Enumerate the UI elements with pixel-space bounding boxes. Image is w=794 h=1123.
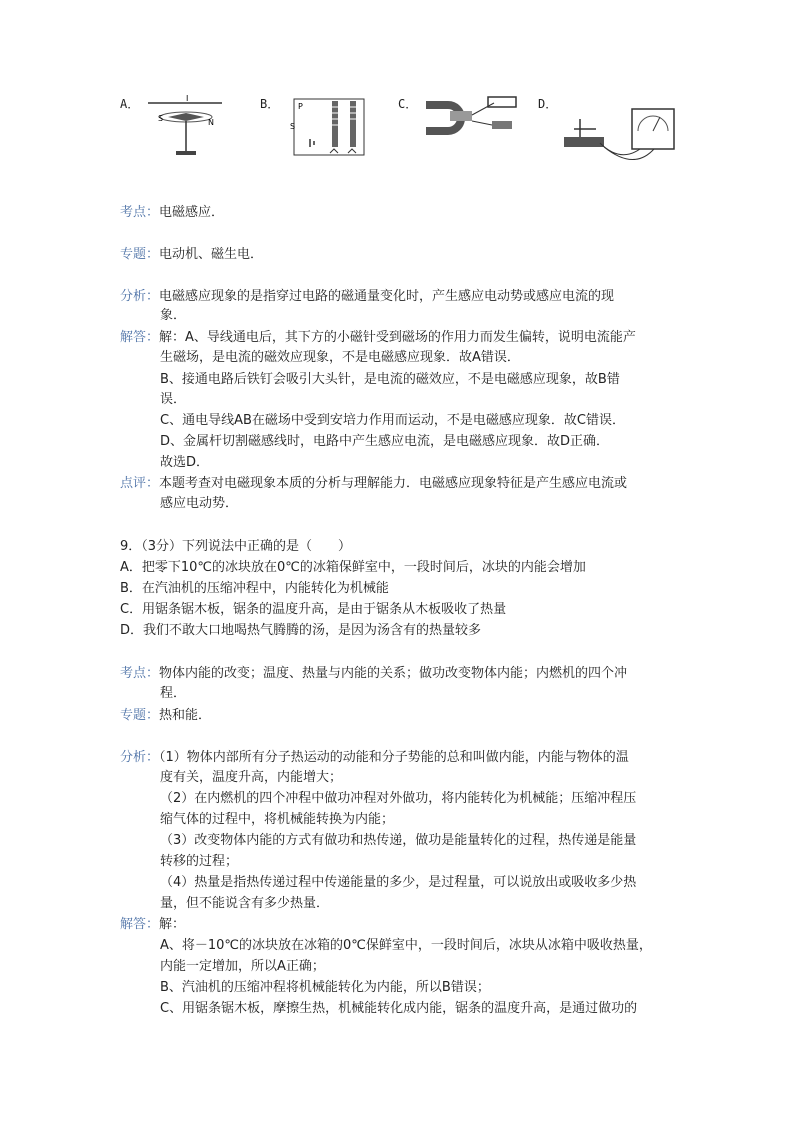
figure-b-electromagnet bbox=[280, 95, 372, 161]
q9-fenxi-label: 分析： bbox=[120, 750, 160, 765]
option-c-label: C． bbox=[398, 97, 418, 111]
q8-dianping-line-2: 感应电动势． bbox=[160, 496, 239, 511]
fig-a-south-label: S bbox=[158, 114, 164, 123]
q8-jieda-line-1: 解：A、导线通电后，其下方的小磁针受到磁场的作用力而发生偏转，说明电流能产 bbox=[159, 330, 636, 345]
q8-fenxi-line-1: 电磁感应现象的是指穿过电路的磁通量变化时，产生感应电动势或感应电流的现 bbox=[159, 289, 615, 304]
figure-d-rod-cutting-field bbox=[560, 103, 680, 173]
q9-fenxi-line-2: 度有关，温度升高，内能增大； bbox=[160, 770, 343, 785]
fig-a-north-label: N bbox=[208, 118, 214, 127]
q8-kaodian-text: 电磁感应． bbox=[159, 205, 225, 220]
option-b-label: B． bbox=[260, 97, 280, 111]
figure-c-wire-in-magnet bbox=[420, 95, 520, 139]
q9-stem: 9．（3分）下列说法中正确的是（ ） bbox=[120, 539, 352, 554]
q8-zhuanti-label: 专题： bbox=[120, 247, 160, 262]
q8-jieda-label: 解答： bbox=[120, 330, 160, 345]
q8-dianping-label: 点评： bbox=[120, 476, 160, 491]
q9-jieda-line-0: 解： bbox=[159, 917, 186, 932]
q8-jieda-row bbox=[120, 328, 636, 348]
q9-kaodian-line-2: 程． bbox=[160, 686, 187, 701]
fig-b-s-label: S bbox=[290, 122, 296, 131]
q8-zhuanti-text: 电动机、磁生电． bbox=[159, 247, 264, 262]
q9-fenxi-line-3: （2）在内燃机的四个冲程中做功冲程对外做功，将内能转化为机械能；压缩冲程压 bbox=[160, 791, 637, 806]
q8-jieda-line-7: 故选D． bbox=[160, 455, 210, 470]
q8-jieda-line-5: C、通电导线AB在磁场中受到安培力作用而运动，不是电磁感应现象．故C错误． bbox=[160, 413, 625, 428]
q8-jieda-line-2: 生磁场，是电流的磁效应现象，不是电磁感应现象．故A错误． bbox=[160, 350, 520, 365]
q9-zhuanti-row bbox=[120, 706, 211, 726]
q9-fenxi-line-1: （1）物体内部所有分子热运动的动能和分子势能的总和叫做内能，内能与物体的温 bbox=[159, 750, 629, 765]
q9-fenxi-line-4: 缩气体的过程中，将机械能转换为内能； bbox=[160, 812, 395, 827]
q8-zhuanti-row bbox=[120, 245, 263, 265]
q8-dianping-line-1: 本题考查对电磁现象本质的分析与理解能力．电磁感应现象特征是产生感应电流或 bbox=[159, 476, 628, 491]
q9-jieda-row bbox=[120, 915, 185, 935]
q8-fenxi-line-2: 象． bbox=[160, 308, 187, 323]
option-d-label: D． bbox=[538, 97, 558, 111]
q9-zhuanti-text: 热和能． bbox=[159, 708, 212, 723]
option-figures-row bbox=[120, 95, 680, 165]
q8-kaodian-row bbox=[120, 203, 224, 223]
q9-jieda-line-1: A、将－10℃的冰块放在冰箱的0℃保鲜室中，一段时间后，冰块从冰箱中吸收热量， bbox=[160, 938, 652, 953]
fig-b-p-label: P bbox=[298, 102, 303, 111]
q9-fenxi-line-6: 转移的过程； bbox=[160, 854, 239, 869]
option-a-label: A． bbox=[120, 97, 140, 111]
q9-jieda-line-4: C、用锯条锯木板，摩擦生热，机械能转化成内能，锯条的温度升高，是通过做功的 bbox=[160, 1001, 638, 1016]
q9-option-c: C．用锯条锯木板，锯条的温度升高，是由于锯条从木板吸收了热量 bbox=[120, 602, 507, 617]
q8-fenxi-label: 分析： bbox=[120, 289, 160, 304]
q8-kaodian-label: 考点： bbox=[120, 205, 160, 220]
q8-fenxi-row bbox=[120, 287, 614, 307]
q9-option-a: A．把零下10℃的冰块放在0℃的冰箱保鲜室中，一段时间后，冰块的内能会增加 bbox=[120, 560, 586, 575]
q9-kaodian-line-1: 物体内能的改变；温度、热量与内能的关系；做功改变物体内能；内燃机的四个冲 bbox=[159, 666, 628, 681]
q9-option-b: B．在汽油机的压缩冲程中，内能转化为机械能 bbox=[120, 581, 389, 596]
figure-a-compass-wire bbox=[146, 95, 226, 161]
q8-jieda-line-6: D、金属杆切割磁感线时，电路中产生感应电流，是电磁感应现象．故D正确． bbox=[160, 434, 610, 449]
q8-jieda-line-3: B、接通电路后铁钉会吸引大头针，是电流的磁效应，不是电磁感应现象，故B错 bbox=[160, 372, 620, 387]
q8-jieda-line-4: 误． bbox=[160, 392, 187, 407]
q9-fenxi-row bbox=[120, 748, 629, 768]
q9-fenxi-line-8: 量，但不能说含有多少热量． bbox=[160, 896, 330, 911]
q9-jieda-line-3: B、汽油机的压缩冲程将机械能转化为内能，所以B错误； bbox=[160, 980, 490, 995]
q9-kaodian-label: 考点： bbox=[120, 666, 160, 681]
q8-dianping-row bbox=[120, 474, 627, 494]
q9-jieda-label: 解答： bbox=[120, 917, 160, 932]
q9-option-d: D．我们不敢大口地喝热气腾腾的汤，是因为汤含有的热量较多 bbox=[120, 623, 482, 638]
q9-fenxi-line-7: （4）热量是指热传递过程中传递能量的多少，是过程量，可以说放出或吸收多少热 bbox=[160, 875, 637, 890]
q9-jieda-line-2: 内能一定增加，所以A正确； bbox=[160, 959, 325, 974]
q9-fenxi-line-5: （3）改变物体内能的方式有做功和热传递，做功是能量转化的过程，热传递是能量 bbox=[160, 833, 637, 848]
q9-zhuanti-label: 专题： bbox=[120, 708, 160, 723]
q9-kaodian-row bbox=[120, 664, 627, 684]
fig-a-current-label: I bbox=[186, 95, 189, 103]
